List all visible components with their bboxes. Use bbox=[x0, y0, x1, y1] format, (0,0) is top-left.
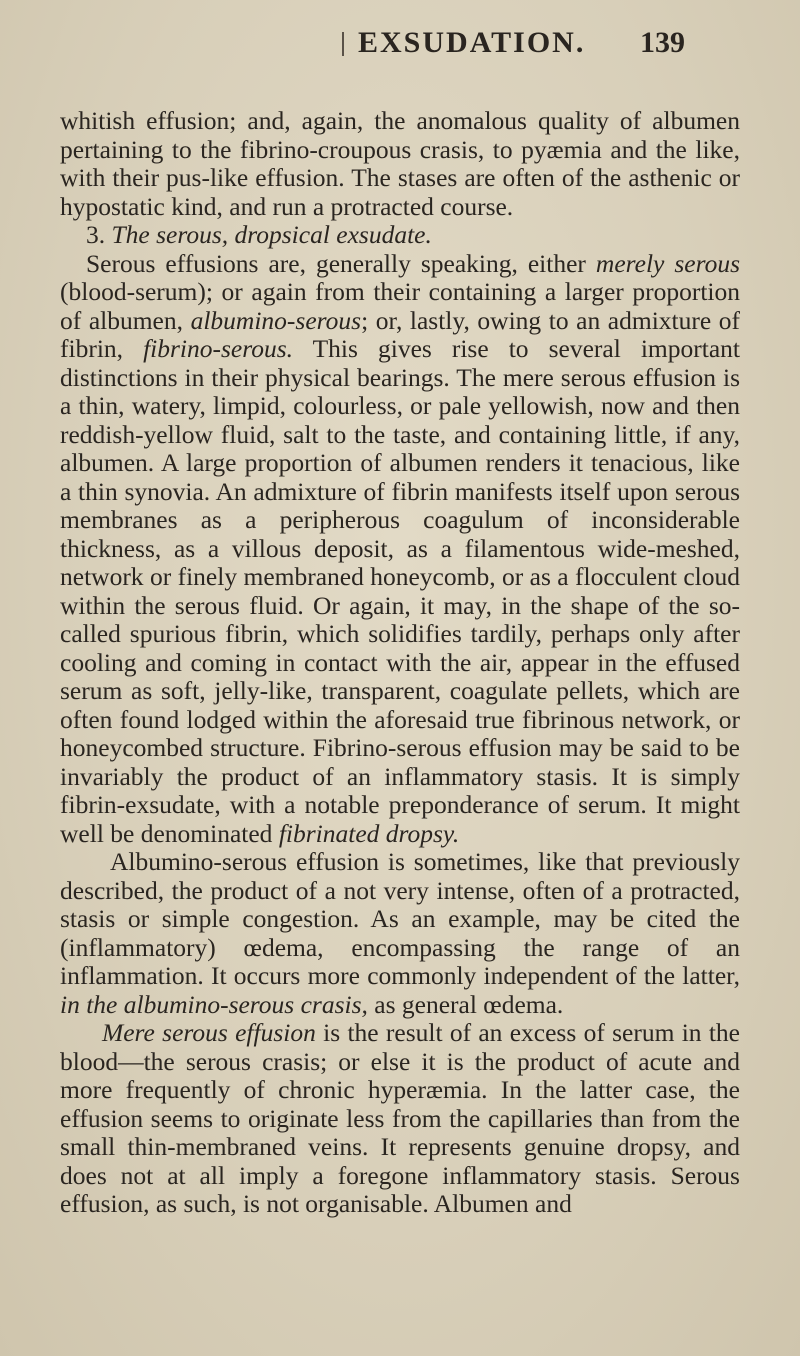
paragraph-albumino-serous: Albumino-serous effusion is sometimes, like that previously described, the product of a not very intense, often of a protracted, stasis or simple congestion. As an example, may be cited the (inflammatory) œdema, encompassing the range of an inflammation. It occurs more commonly independent of the latter, in the albumino-serous crasis, as general œdema. bbox=[60, 847, 740, 1019]
paragraph-mere-serous: Mere serous effusion is the result of an excess of serum in the blood—the serous crasis; or else it is the product of acute and more frequently of chronic hyperæmia. In the latter case, the effusion seems to originate less from the capillaries than from the small thin-membraned veins. It represents genuine dropsy, and does not at all imply a foregone inflammatory stasis. Serous effusion, as such, is not organisable. Albumen and bbox=[60, 1018, 740, 1218]
page-number: 139 bbox=[640, 26, 685, 59]
section-heading: 3. The serous, dropsical exsudate. bbox=[86, 220, 432, 249]
paragraph-continuation: whitish effusion; and, again, the anomalous quality of albumen pertaining to the fibrino-croupous crasis, to pyæmia and the like, with their pus-like effusion. The stases are often of the asthenic or hypostatic kind, and run a protracted course. bbox=[60, 106, 740, 221]
running-head: EXSUDATION. bbox=[358, 26, 586, 59]
body-text bbox=[60, 107, 740, 1219]
page-header bbox=[0, 22, 800, 62]
margin-mark bbox=[342, 32, 344, 56]
paragraph-serous-effusions: Serous effusions are, generally speaking, either merely serous (blood-serum); or again from their containing a larger proportion of albumen, albumino-serous; or, lastly, owing to an admixture of fibrin, fibrino-serous. This gives rise to several important distinctions in their physical bearings. The mere serous effusion is a thin, watery, limpid, colourless, or pale yellowish, now and then reddish-yellow fluid, salt to the taste, and containing little, if any, albumen. A large proportion of albumen renders it tenacious, like a thin synovia. An admixture of fibrin manifests itself upon serous membranes as a peripherous coagulum of inconsiderable thickness, as a villous deposit, as a filamentous wide-meshed, network or finely membraned honeycomb, or as a flocculent cloud within the serous fluid. Or again, it may, in the shape of the so-called spurious fibrin, which solidifies tardily, perhaps only after cooling and coming in contact with the air, appear in the effused serum as soft, jelly-like, transparent, coagulate pellets, which are often found lodged within the aforesaid true fibrinous network, or honeycombed structure. Fibrino-serous effusion may be said to be invariably the product of an inflammatory stasis. It is simply fibrin-exsudate, with a notable preponderance of serum. It might well be denominated fibrinated dropsy. bbox=[60, 248, 741, 848]
